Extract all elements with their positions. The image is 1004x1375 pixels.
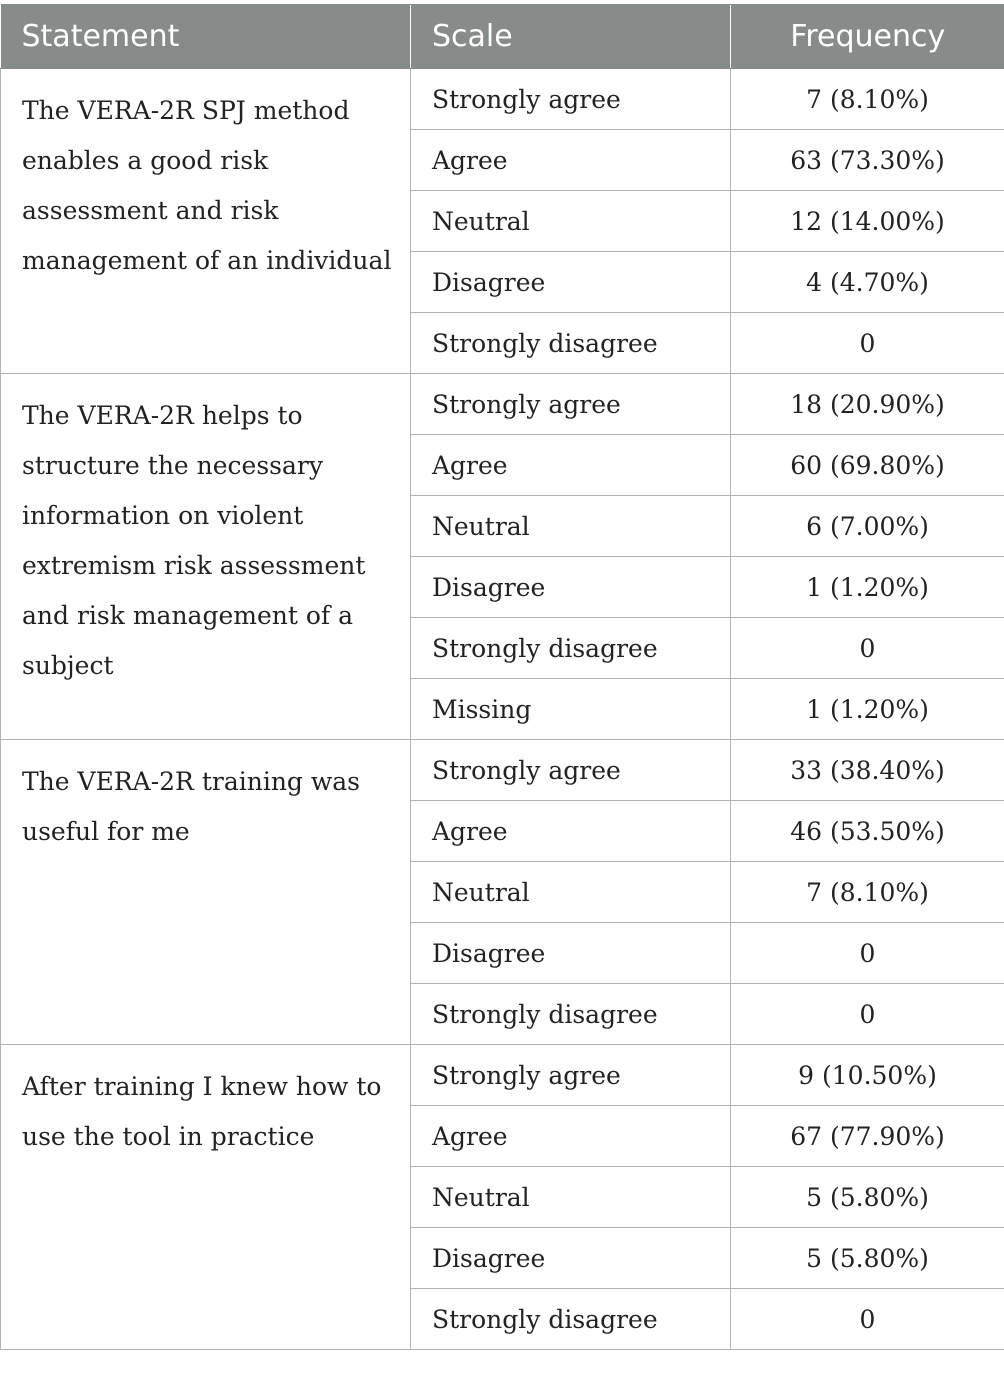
survey-results-table [0, 4, 1004, 1350]
frequency-cell: 33 (38.40%) [731, 740, 1004, 801]
scale-cell: Strongly disagree [411, 984, 731, 1045]
frequency-cell: 1 (1.20%) [731, 557, 1004, 618]
frequency-cell: 0 [731, 923, 1004, 984]
scale-cell: Neutral [411, 1167, 731, 1228]
scale-cell: Strongly agree [411, 374, 731, 435]
frequency-cell: 6 (7.00%) [731, 496, 1004, 557]
scale-cell: Strongly agree [411, 1045, 731, 1106]
frequency-cell: 0 [731, 313, 1004, 374]
frequency-cell: 0 [731, 618, 1004, 679]
scale-cell: Neutral [411, 191, 731, 252]
frequency-cell: 7 (8.10%) [731, 69, 1004, 130]
statement-cell: The VERA-2R helps to structure the necessary information on violent extremism risk assessment and risk management of a subject [1, 374, 411, 740]
table-row [1, 69, 1004, 130]
scale-cell: Agree [411, 1106, 731, 1167]
scale-cell: Agree [411, 130, 731, 191]
scale-cell: Disagree [411, 923, 731, 984]
frequency-cell: 1 (1.20%) [731, 679, 1004, 740]
statement-cell: The VERA-2R training was useful for me [1, 740, 411, 1045]
table-header [1, 5, 1004, 69]
scale-cell: Neutral [411, 862, 731, 923]
frequency-cell: 18 (20.90%) [731, 374, 1004, 435]
scale-cell: Disagree [411, 557, 731, 618]
scale-cell: Strongly disagree [411, 618, 731, 679]
scale-cell: Missing [411, 679, 731, 740]
scale-cell: Agree [411, 435, 731, 496]
frequency-cell: 0 [731, 1289, 1004, 1350]
statement-cell: The VERA-2R SPJ method enables a good risk assessment and risk management of an individual [1, 69, 411, 374]
scale-cell: Strongly disagree [411, 1289, 731, 1350]
frequency-cell: 7 (8.10%) [731, 862, 1004, 923]
header-scale: Scale [411, 5, 731, 69]
scale-cell: Disagree [411, 252, 731, 313]
scale-cell: Strongly agree [411, 69, 731, 130]
header-row [1, 5, 1004, 69]
scale-cell: Neutral [411, 496, 731, 557]
frequency-cell: 4 (4.70%) [731, 252, 1004, 313]
frequency-cell: 46 (53.50%) [731, 801, 1004, 862]
frequency-cell: 0 [731, 984, 1004, 1045]
table-row [1, 1045, 1004, 1106]
table-body [1, 69, 1004, 1350]
header-statement: Statement [1, 5, 411, 69]
frequency-cell: 9 (10.50%) [731, 1045, 1004, 1106]
statement-cell: After training I knew how to use the tool in practice [1, 1045, 411, 1350]
frequency-cell: 5 (5.80%) [731, 1228, 1004, 1289]
scale-cell: Agree [411, 801, 731, 862]
frequency-cell: 5 (5.80%) [731, 1167, 1004, 1228]
scale-cell: Strongly agree [411, 740, 731, 801]
scale-cell: Strongly disagree [411, 313, 731, 374]
frequency-cell: 60 (69.80%) [731, 435, 1004, 496]
frequency-cell: 67 (77.90%) [731, 1106, 1004, 1167]
frequency-cell: 12 (14.00%) [731, 191, 1004, 252]
header-frequency: Frequency [731, 5, 1004, 69]
table-row [1, 740, 1004, 801]
scale-cell: Disagree [411, 1228, 731, 1289]
frequency-cell: 63 (73.30%) [731, 130, 1004, 191]
table-row [1, 374, 1004, 435]
